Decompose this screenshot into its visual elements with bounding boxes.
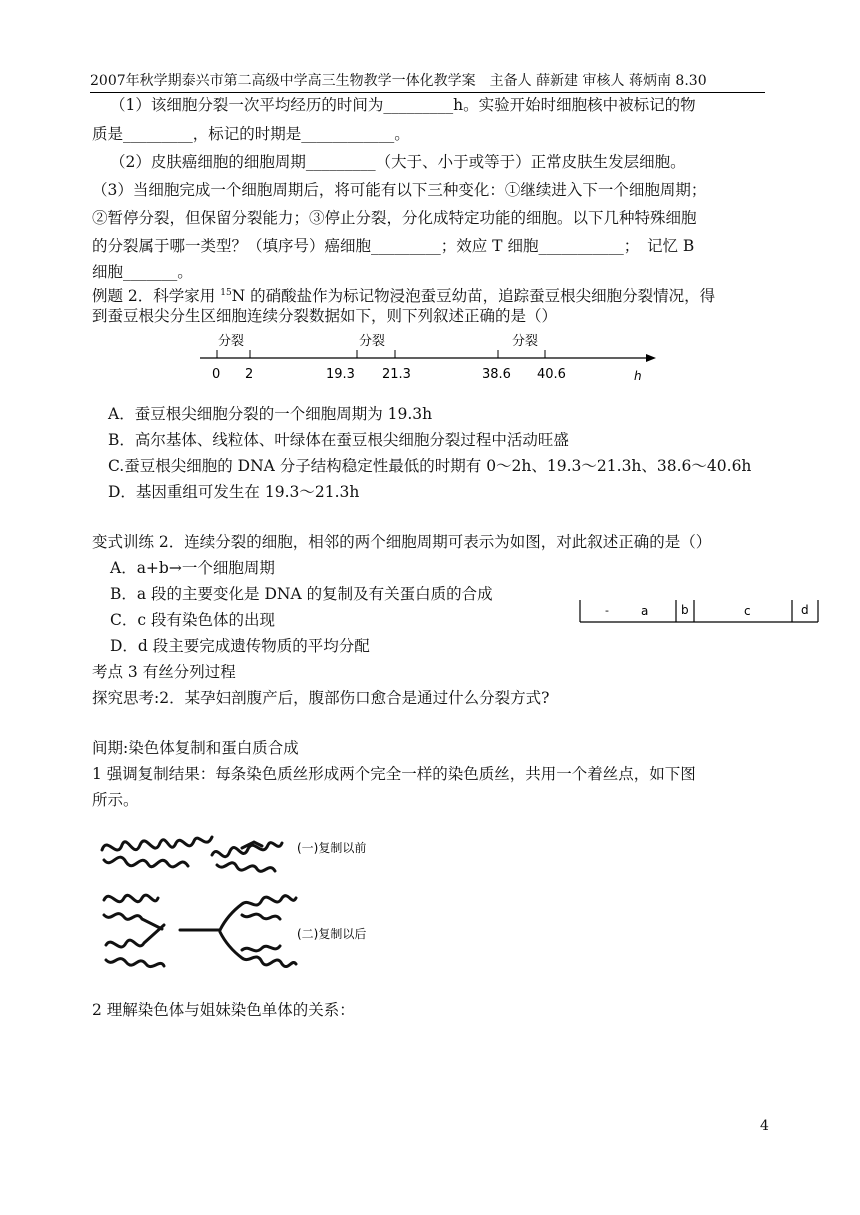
q3-line-2: ②暂停分裂，但保留分裂能力；③停止分裂，分化成特定功能的细胞。以下几种特殊细胞 — [92, 209, 697, 227]
replication-line-2: 所示。 — [92, 791, 139, 809]
segment-label-d: d — [801, 603, 809, 617]
variant-2-option-a: A．a+b→一个细胞周期 — [110, 559, 275, 577]
example-2-option-c: C.蚕豆根尖细胞的 DNA 分子结构稳定性最低的时期有 0～2h、19.3～21.3h、38.6～40.6h — [108, 457, 752, 475]
variant-2-option-d: D．d 段主要完成遗传物质的平均分配 — [110, 637, 370, 655]
tick-label: 40.6 — [537, 367, 566, 382]
before-replication-label: (一)复制以前 — [297, 841, 367, 855]
replication-line-1: 1 强调复制结果：每条染色质丝形成两个完全一样的染色质丝，共用一个着丝点，如下图 — [92, 765, 696, 783]
tick-label: 0 — [212, 367, 221, 382]
item-2-heading: 2 理解染色体与姐妹染色单体的关系： — [92, 1001, 355, 1019]
example-2-option-a: A．蚕豆根尖细胞分裂的一个细胞周期为 19.3h — [108, 405, 433, 423]
variant-2-question: 变式训练 2．连续分裂的细胞，相邻的两个细胞周期可表示为如图，对此叙述正确的是（） — [92, 533, 712, 551]
time-unit-label: h — [634, 369, 642, 383]
example-2-line-2: 到蚕豆根尖分生区细胞连续分裂数据如下，则下列叙述正确的是（） — [92, 307, 558, 325]
example-2-option-b: B．高尔基体、线粒体、叶绿体在蚕豆根尖细胞分裂过程中活动旺盛 — [108, 431, 569, 449]
example-2-option-d: D．基因重组可发生在 19.3～21.3h — [108, 483, 360, 501]
isotope-superscript: 15 — [220, 288, 232, 298]
chromosome-replication-figure — [92, 820, 392, 995]
example-2-rest: N 的硝酸盐作为标记物浸泡蚕豆幼苗，追踪蚕豆根尖细胞分裂情况，得 — [231, 287, 716, 306]
page-number: 4 — [760, 1118, 769, 1134]
segment-label-a: a — [641, 604, 649, 618]
q3-line-4: 细胞_______。 — [92, 263, 193, 281]
tick-label: 19.3 — [326, 367, 355, 382]
timeline-arrowhead — [646, 354, 656, 362]
tick-label: 38.6 — [482, 367, 511, 382]
after-replication-label: (二)复制以后 — [297, 927, 367, 941]
interphase-heading: 间期:染色体复制和蛋白质合成 — [92, 739, 299, 757]
segment-label-c: c — [744, 604, 751, 618]
tick-label: 2 — [245, 367, 254, 382]
segment-label-b: b — [681, 603, 689, 617]
segment-mark: - — [605, 604, 609, 617]
q3-line-3: 的分裂属于哪一类型？（填序号）癌细胞_________；效应 T 细胞___________； 记忆 B — [92, 237, 695, 255]
tick-label: 21.3 — [382, 367, 411, 382]
segment-dividers — [580, 600, 818, 622]
chromatin-before-drawing — [102, 837, 282, 871]
cell-cycle-segments-figure — [578, 596, 826, 632]
variant-2-option-c: C．c 段有染色体的出现 — [110, 611, 275, 629]
example-2-line-1 — [92, 283, 715, 306]
chromatin-after-drawing — [104, 895, 296, 966]
example-2-prefix: 例题 2．科学家用 — [92, 287, 221, 306]
variant-2-option-b: B．a 段的主要变化是 DNA 的复制及有关蛋白质的合成 — [110, 585, 493, 603]
q1-line-2: 质是_________，标记的时期是____________。 — [92, 125, 410, 143]
q1-line-1: （1）该细胞分裂一次平均经历的时间为_________h。实验开始时细胞核中被标记的物 — [110, 96, 696, 114]
explore-question: 探究思考:2．某孕妇剖腹产后，腹部伤口愈合是通过什么分裂方式? — [92, 689, 550, 707]
q3-line-1: （3）当细胞完成一个细胞周期后，将可能有以下三种变化：①继续进入下一个细胞周期； — [92, 181, 707, 199]
point-3-heading: 考点 3 有丝分列过程 — [92, 663, 236, 681]
division-label-3: 分裂 — [512, 334, 539, 349]
timeline-ticks — [217, 350, 545, 358]
page-header: 2007年秋学期泰兴市第二高级中学高三生物教学一体化教学案 主备人 薛新建 审核人 蒋炳南 8.30 — [90, 70, 765, 93]
division-label-2: 分裂 — [359, 334, 386, 349]
q2-line: （2）皮肤癌细胞的细胞周期_________（大于、小于或等于）正常皮肤生发层细胞。 — [110, 153, 686, 171]
division-label-1: 分裂 — [218, 334, 245, 349]
division-timeline-figure — [200, 328, 660, 388]
